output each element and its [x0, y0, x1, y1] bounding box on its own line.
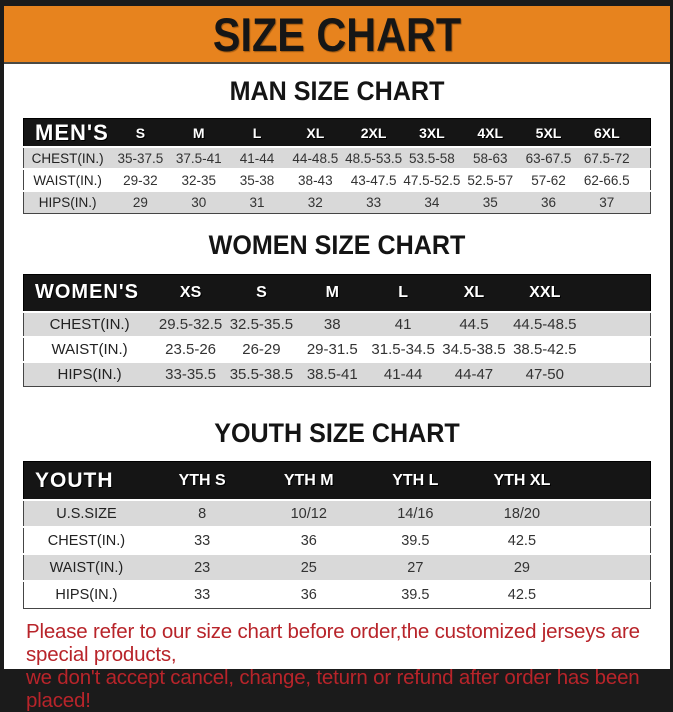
size-cell: 25	[300, 559, 317, 576]
filler-cell	[575, 500, 650, 527]
size-cell: 29	[132, 194, 148, 210]
size-cell: 23	[194, 559, 211, 576]
row-label: HIPS(IN.)	[38, 194, 97, 210]
size-cell: 44-48.5	[292, 150, 339, 166]
size-cell: 32	[307, 194, 323, 210]
women-header-row	[24, 274, 651, 312]
column-header: YTH XL	[493, 471, 551, 489]
column-header: XL	[463, 283, 485, 301]
size-cell: 36	[300, 586, 317, 603]
size-cell: 34.5-38.5	[442, 340, 506, 358]
row-label: HIPS(IN.)	[57, 365, 122, 383]
table-corner-label: YOUTH	[35, 468, 114, 492]
table-row	[24, 312, 651, 337]
size-cell: 31.5-34.5	[371, 340, 435, 358]
column-header: L	[398, 283, 408, 301]
row-label: CHEST(IN.)	[49, 315, 130, 333]
man-section-heading: MAN SIZE CHART	[229, 76, 445, 106]
column-header: YTH S	[178, 471, 226, 489]
size-cell: 35	[482, 194, 498, 210]
size-cell: 38	[323, 315, 341, 333]
size-cell: 33	[194, 532, 211, 549]
row-label: U.S.SIZE	[56, 505, 117, 522]
filler-cell	[636, 147, 651, 169]
column-header: M	[192, 124, 205, 141]
size-cell: 39.5	[401, 586, 430, 603]
table-row	[24, 581, 651, 608]
size-cell: 32.5-35.5	[229, 315, 294, 333]
column-header: S	[135, 124, 146, 141]
column-header: M	[325, 283, 339, 301]
size-cell: 35.5-38.5	[229, 365, 294, 383]
size-cell: 38.5-41	[306, 365, 358, 383]
size-cell: 31	[249, 194, 265, 210]
table-row	[24, 191, 651, 213]
column-header: YTH L	[392, 471, 439, 489]
column-header: XXL	[529, 283, 561, 301]
size-cell: 43-47.5	[350, 172, 397, 188]
row-label: WAIST(IN.)	[51, 340, 128, 358]
size-cell: 30	[191, 194, 207, 210]
footer-note-line1: Please refer to our size chart before order,the customized jerseys are special products,	[26, 619, 640, 666]
column-header: 6XL	[593, 124, 620, 141]
column-header: XS	[179, 283, 202, 301]
column-header: S	[256, 283, 267, 301]
size-cell: 38.5-42.5	[513, 340, 577, 358]
size-cell: 44.5	[459, 315, 489, 333]
size-cell: 32-35	[181, 172, 216, 188]
table-row	[24, 554, 651, 581]
filler-cell	[636, 119, 651, 148]
column-header: 5XL	[535, 124, 562, 141]
size-cell: 29.5-32.5	[158, 315, 223, 333]
table-row	[24, 147, 651, 169]
row-label: WAIST(IN.)	[33, 172, 102, 188]
size-cell: 18/20	[503, 505, 541, 522]
size-cell: 47.5-52.5	[403, 172, 461, 188]
table-corner-label: MEN'S	[35, 119, 109, 145]
size-cell: 41	[394, 315, 412, 333]
size-cell: 67.5-72	[583, 150, 630, 166]
filler-cell	[575, 527, 650, 554]
column-header: L	[252, 124, 262, 141]
filler-cell	[575, 581, 650, 608]
filler-cell	[580, 337, 650, 362]
size-cell: 48.5-53.5	[345, 150, 403, 166]
size-chart-page	[4, 6, 670, 712]
youth-section-heading: YOUTH SIZE CHART	[214, 418, 460, 448]
size-cell: 23.5-26	[165, 340, 217, 358]
filler-cell	[580, 312, 650, 337]
column-header: YTH M	[283, 471, 334, 489]
size-cell: 41-44	[239, 150, 275, 166]
filler-cell	[636, 191, 651, 213]
size-cell: 62-66.5	[583, 172, 630, 188]
table-row	[24, 337, 651, 362]
size-cell: 44-47	[454, 365, 494, 383]
row-label: WAIST(IN.)	[49, 559, 124, 576]
men-size-table	[23, 118, 651, 214]
size-cell: 34	[424, 194, 440, 210]
women-size-table	[23, 274, 651, 388]
youth-header-row	[24, 462, 651, 501]
size-cell: 36	[300, 532, 317, 549]
size-cell: 37.5-41	[175, 150, 222, 166]
table-row	[24, 500, 651, 527]
size-cell: 26-29	[242, 340, 281, 358]
size-cell: 42.5	[507, 532, 537, 549]
size-cell: 42.5	[507, 586, 537, 603]
size-cell: 33-35.5	[165, 365, 217, 383]
size-cell: 10/12	[290, 505, 327, 522]
size-cell: 8	[198, 505, 207, 522]
women-section-heading: WOMEN SIZE CHART	[208, 229, 466, 260]
filler-cell	[575, 554, 650, 581]
table-row	[24, 362, 651, 387]
footer-note-line2: we don't accept cancel, change, teturn or refund after order has been placed!	[26, 665, 640, 712]
title-banner	[4, 6, 670, 64]
size-cell: 41-44	[383, 365, 423, 383]
footer-note	[26, 620, 662, 712]
size-cell: 35-38	[239, 172, 275, 188]
size-cell: 53.5-58	[409, 150, 455, 166]
size-cell: 33	[366, 194, 382, 210]
size-cell: 37	[599, 194, 615, 210]
table-corner-label: WOMEN'S	[35, 281, 139, 303]
table-row	[24, 527, 651, 554]
column-header: XL	[306, 124, 325, 141]
size-cell: 33	[194, 586, 211, 603]
size-cell: 38-43	[298, 172, 333, 188]
size-cell: 14/16	[397, 505, 434, 522]
filler-cell	[575, 462, 650, 501]
size-cell: 39.5	[401, 532, 430, 549]
page-title: SIZE CHART	[212, 7, 462, 61]
size-cell: 29-32	[123, 172, 158, 188]
column-header: 4XL	[477, 124, 504, 141]
size-cell: 44.5-48.5	[513, 315, 577, 333]
row-label: CHEST(IN.)	[47, 532, 126, 549]
size-cell: 58-63	[472, 150, 508, 166]
size-cell: 47-50	[525, 365, 564, 383]
youth-size-table	[23, 461, 651, 609]
table-row	[24, 169, 651, 191]
row-label: HIPS(IN.)	[55, 586, 118, 603]
column-header: 2XL	[360, 124, 387, 141]
size-cell: 27	[407, 559, 424, 576]
men-header-row	[24, 119, 651, 148]
size-cell: 29-31.5	[306, 340, 358, 358]
filler-cell	[580, 274, 650, 312]
size-cell: 57-62	[531, 172, 566, 188]
size-cell: 35-37.5	[117, 150, 164, 166]
row-label: CHEST(IN.)	[31, 150, 104, 166]
filler-cell	[580, 362, 650, 387]
column-header: 3XL	[419, 124, 445, 141]
size-cell: 29	[513, 559, 530, 576]
size-cell: 63-67.5	[525, 150, 572, 166]
size-cell: 52.5-57	[467, 172, 514, 188]
filler-cell	[636, 169, 651, 191]
size-cell: 36	[540, 194, 557, 210]
